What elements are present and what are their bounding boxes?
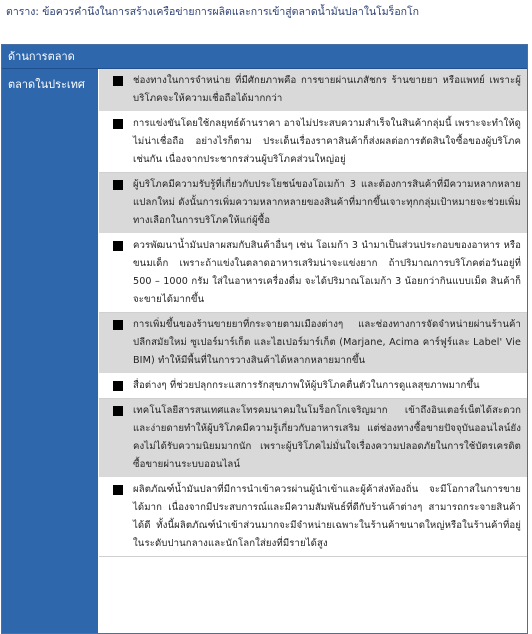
marketing-table <box>1 44 528 634</box>
table-header: ด้านการตลาด <box>2 45 527 69</box>
list-item <box>99 173 527 234</box>
list-item-text: เทคโนโลยีสารสนเทศและโทรคมนาคมในโมร็อกโกเจริญมาก เข้าถึงอินเตอร์เน็ตได้สะดวกและง่ายดายทำให้ผู้บริโภคมีความรู้เกี่ยวกับอาหารเสริม แต่ช่องทางซื้อขายปัจจุบันออนไลน์ยังคงไม่ได้รับความนิยมมากนัก เพราะผู้บริโภคไม่มั่นใจเรื่องความปลอดภัยในการใช้บัตรเครดิตซื้อขายผ่านระบบออนไลน์ <box>133 405 521 470</box>
square-bullet-icon <box>113 241 123 251</box>
table-body <box>2 69 527 634</box>
list-item-text: สื่อต่างๆ ที่ช่วยปลุกกระแสการรักสุขภาพให้ผู้บริโภคตื่นตัวในการดูแลสุขภาพมากขึ้น <box>133 380 480 391</box>
square-bullet-icon <box>113 180 123 190</box>
list-item-text: ควรพัฒนาน้ำมันปลาผสมกับสินค้าอื่นๆ เช่น โอเมก้า 3 นำมาเป็นส่วนประกอบของอาหาร หรือ ขนมเด็ก เพราะถ้าแข่งในตลาดอาหารเสริมน่าจะแข่งยาก ถ้าปริมาณการบริโภคต่อวันอยู่ที่ 500 – 1000 กรัม ใส่ในอาหารเครื่องดื่ม จะได้ปริมาณโอเมก้า 3 น้อยกว่ากินแบบเม็ด สินค้าก็จะขายได้มากขึ้น <box>133 240 521 305</box>
list-item-text: ผู้บริโภคมีความรับรู้ที่เกี่ยวกับประโยชน์ของโอเมก้า 3 และต้องการสินค้าที่มีความหลากหลายแปลกใหม่ ดังนั้นการเพิ่มความหลากหลายของสินค้าที่มากขึ้นเจาะทุกกลุ่มเป้าหมายจะช่วยเพิ่มทางเลือกในการบริโภคให้แก่ผู้ซื้อ <box>133 179 521 226</box>
list-item-text: การเพิ่มขึ้นของร้านขายยาที่กระจายตามเมืองต่างๆ และช่องทางการจัดจำหน่ายผ่านร้านค้าปลีกสมัยใหม่ ซูเปอร์มาร์เก็ต และไฮเปอร์มาร์เก็ต (Marjane, Acima คาร์ฟูร์และ Label' Vie BIM) ทำให้มีพื้นที่ในการวางสินค้าได้หลากหลายมากขึ้น <box>133 319 521 366</box>
square-bullet-icon <box>113 485 123 495</box>
list-item <box>99 112 527 173</box>
list-item <box>99 478 527 557</box>
items-column <box>99 69 527 634</box>
square-bullet-icon <box>113 320 123 330</box>
list-item <box>99 399 527 478</box>
list-item <box>99 313 527 374</box>
list-item-text: ผลิตภัณฑ์น้ำมันปลาที่มีการนำเข้าควรผ่านผู้นำเข้าและผู้ค้าส่งท้องถิ่น จะมีโอกาสในการขายได้มาก เนื่องจากมีประสบการณ์และมีความสัมพันธ์ที่ดีกับร้านค้าต่างๆ สามารถกระจายสินค้าได้ดี ทั้งนี้ผลิตภัณฑ์นำเข้าส่วนมากจะมีจำหน่ายเฉพาะในร้านค้าขนาดใหญ่หรือในร้านค้าที่อยู่ในระดับปานกลางและนักโลกใส่ยงที่มีรายได้สูง <box>133 484 521 549</box>
list-item <box>99 374 527 399</box>
table-caption: ตาราง: ข้อควรคำนึงในการสร้างเครือข่ายการผลิตและการเข้าสู่ตลาดน้ำมันปลาในโมร็อกโก <box>6 6 419 18</box>
square-bullet-icon <box>113 381 123 391</box>
square-bullet-icon <box>113 76 123 86</box>
square-bullet-icon <box>113 119 123 129</box>
square-bullet-icon <box>113 406 123 416</box>
list-item-text: ช่องทางในการจำหน่าย ที่มีศักยภาพคือ การขายผ่านเภสัชกร ร้านขายยา หรือแพทย์ เพราะผู้บริโภคจะให้ความเชื่อถือได้มากกว่า <box>133 75 521 104</box>
section-label: ตลาดในประเทศ <box>2 69 99 634</box>
list-item-text: การแข่งขันโดยใช้กลยุทธ์ด้านราคา อาจไม่ประสบความสำเร็จในสินค้ากลุ่มนี้ เพราะจะทำให้ดูไม่น่าเชื่อถือ อย่างไรก็ตาม ประเด็นเรื่องราคาสินค้าก็ส่งผลต่อการตัดสินใจซื้อของผู้บริโภคเช่นกัน เนื่องจากประชากรส่วนผู้บริโภคส่วนใหญ่อยู่ <box>133 118 521 165</box>
list-item <box>99 234 527 313</box>
list-item <box>99 69 527 112</box>
